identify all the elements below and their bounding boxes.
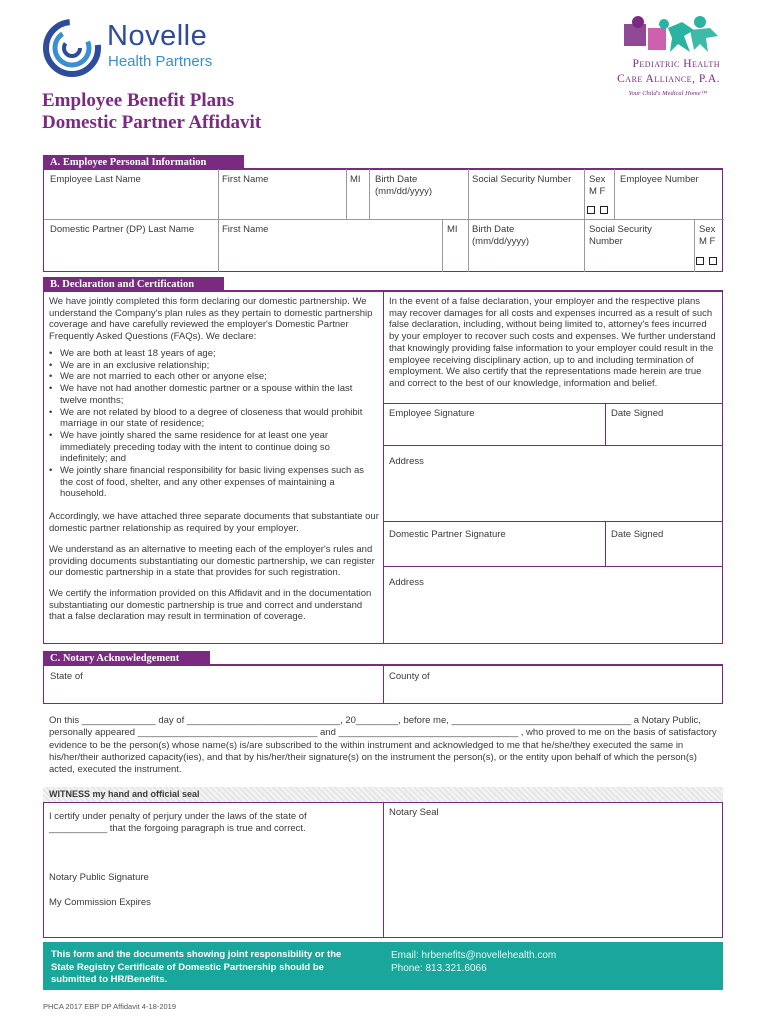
employee-birth-date-field[interactable]: Birth Date (mm/dd/yyyy) [375,174,432,197]
contact-email[interactable]: Email: hrbenefits@novellehealth.com [391,950,557,961]
dp-sex-f-checkbox[interactable] [709,257,717,265]
section-a-table [43,169,723,272]
employee-mi-field[interactable]: MI [350,174,361,185]
employee-sex-f-checkbox[interactable] [600,206,608,214]
registration-paragraph: We understand as an alternative to meeting each of the employer's rules and providing documents substantiating our domestic partnership, we can register our domestic partnership in a state that provides for such registration. [49,544,375,579]
employee-last-name-field[interactable]: Employee Last Name [50,174,141,185]
employee-sex-field: Sex M F [589,174,606,197]
dp-birth-date-field[interactable]: Birth Date (mm/dd/yyyy) [472,224,529,247]
declaration-item: • We are not related by blood to a degree of closeness that would prohibit marriage in our state of residence; [49,407,379,430]
declaration-item: • We have jointly shared the same residence for at least one year immediately preceding today with the intent to continue doing so indefinitely; and [49,430,379,465]
section-c-heading: C. Notary Acknowledgement [43,651,210,666]
employee-ssn-field[interactable]: Social Security Number [472,174,572,185]
employee-date-signed-field[interactable]: Date Signed [611,408,664,419]
employee-sex-m-checkbox[interactable] [587,206,595,214]
children-figures-icon [620,14,720,56]
employee-number-field[interactable]: Employee Number [620,174,699,185]
novelle-logo [42,18,232,78]
dp-sex-checkboxes [696,256,722,268]
false-declaration-paragraph: In the event of a false declaration, your employer and the respective plans may recover damages for all costs and expenses incurred as a result of such false declaration, including, without being limited to, attorney's fees incurred by your employer to recover such costs and expenses. We further understand that knowingly providing false information to your employer could result in the employee receiving disciplinary action, up to and including termination of employment. We also certify that the representations made herein are true and correct to the best of our knowledge, information and belief. [389,296,716,389]
notary-state-field[interactable]: State of [50,671,83,682]
declaration-item: • We are in an exclusive relationship; [49,360,379,372]
novelle-subtitle: Health Partners [108,53,213,70]
dp-sex-m-checkbox[interactable] [696,257,704,265]
section-c-bottom-box [43,802,723,938]
employee-first-name-field[interactable]: First Name [222,174,269,185]
certification-paragraph: We certify the information provided on this Affidavit and in the documentation substantiating our domestic partnership is true and correct and understand that a false declaration may result in termination of coverage. [49,588,372,623]
notary-county-field[interactable]: County of [389,671,430,682]
phca-name-line1: Pediatric Health [632,58,720,70]
document-id: PHCA 2017 EBP DP Affidavit 4-18-2019 [43,1002,177,1011]
employee-signature-field[interactable]: Employee Signature [389,408,475,419]
notary-seal-area: Notary Seal [389,807,439,818]
dp-first-name-field[interactable]: First Name [222,224,269,235]
submission-instructions: This form and the documents showing joint responsibility or the State Registry Certificate of Domestic Partnership should be submitted to HR/Benefits. [51,949,342,985]
row-divider-right [584,219,724,220]
dp-date-signed-field[interactable]: Date Signed [611,529,664,540]
phca-logo [612,14,732,104]
attachment-paragraph: Accordingly, we have attached three separate documents that substantiate our domestic partner relationship as required by your employer. [49,511,379,534]
witness-banner: WITNESS my hand and official seal [43,787,723,802]
employee-address-field[interactable]: Address [389,456,424,467]
novelle-swirl-icon [42,18,104,78]
declaration-item: • We are both at least 18 years of age; [49,348,379,360]
document-title [42,90,261,134]
contact-info [391,949,556,975]
declaration-item: • We have not had another domestic partner or a spouse within the last twelve months; [49,383,379,406]
declaration-item: • We jointly share financial responsibility for basic living expenses such as the cost of food, shelter, and any other expenses of maintaining a household. [49,465,379,500]
phca-tagline: Your Child's Medical Home™ [628,90,707,97]
title-line2: Domestic Partner Affidavit [42,112,262,133]
declaration-list [49,348,379,500]
footer-banner [43,942,723,990]
phca-name-line2: Care Alliance, P.A. [617,73,720,85]
contact-phone: Phone: 813.321.6066 [391,963,487,974]
row-divider [44,219,584,220]
section-c-top-box [43,665,723,704]
commission-expires-field[interactable]: My Commission Expires [49,897,151,908]
dp-last-name-field[interactable]: Domestic Partner (DP) Last Name [50,224,195,235]
title-line1: Employee Benefit Plans [42,90,235,111]
dp-signature-field[interactable]: Domestic Partner Signature [389,529,506,540]
dp-sex-field: Sex M F [699,224,716,247]
dp-mi-field[interactable]: MI [447,224,458,235]
section-a-heading: A. Employee Personal Information [43,155,244,170]
section-b-heading: B. Declaration and Certification [43,277,224,292]
employee-sex-checkboxes [587,205,613,217]
novelle-wordmark: Novelle [107,20,208,52]
notary-paragraph: On this ______________ day of _____________________________, 20________, before me, __________________________________ a Notary Public, personally appeared __________________________________ and __________________________________ , who proved to me on the basis of satisfactory evidence to be the person(s) whose name(s) is/are subscribed to the within instrument and acknowledged to me that he/she/they executed the same in his/her/their authorized capacity(ies), and that by his/her/their signature(s) on the instrument the person(s), or the entity upon behalf of which the person(s) acted, executed the instrument. [49,715,717,776]
perjury-statement: I certify under penalty of perjury under the laws of the state of ___________ that the forgoing paragraph is true and correct. [49,811,307,834]
dp-address-field[interactable]: Address [389,577,424,588]
declaration-intro: We have jointly completed this form declaring our domestic partnership. We understand the Company's plan rules as they pertain to domestic partnership coverage and have carefully reviewed the employer's Domestic Partner Frequently Asked Questions (FAQs). We declare: [49,296,373,343]
dp-ssn-field[interactable]: Social Security Number [589,224,652,247]
declaration-item: • We are not married to each other or anyone else; [49,371,379,383]
notary-signature-field[interactable]: Notary Public Signature [49,872,149,883]
section-b-box [43,291,723,644]
